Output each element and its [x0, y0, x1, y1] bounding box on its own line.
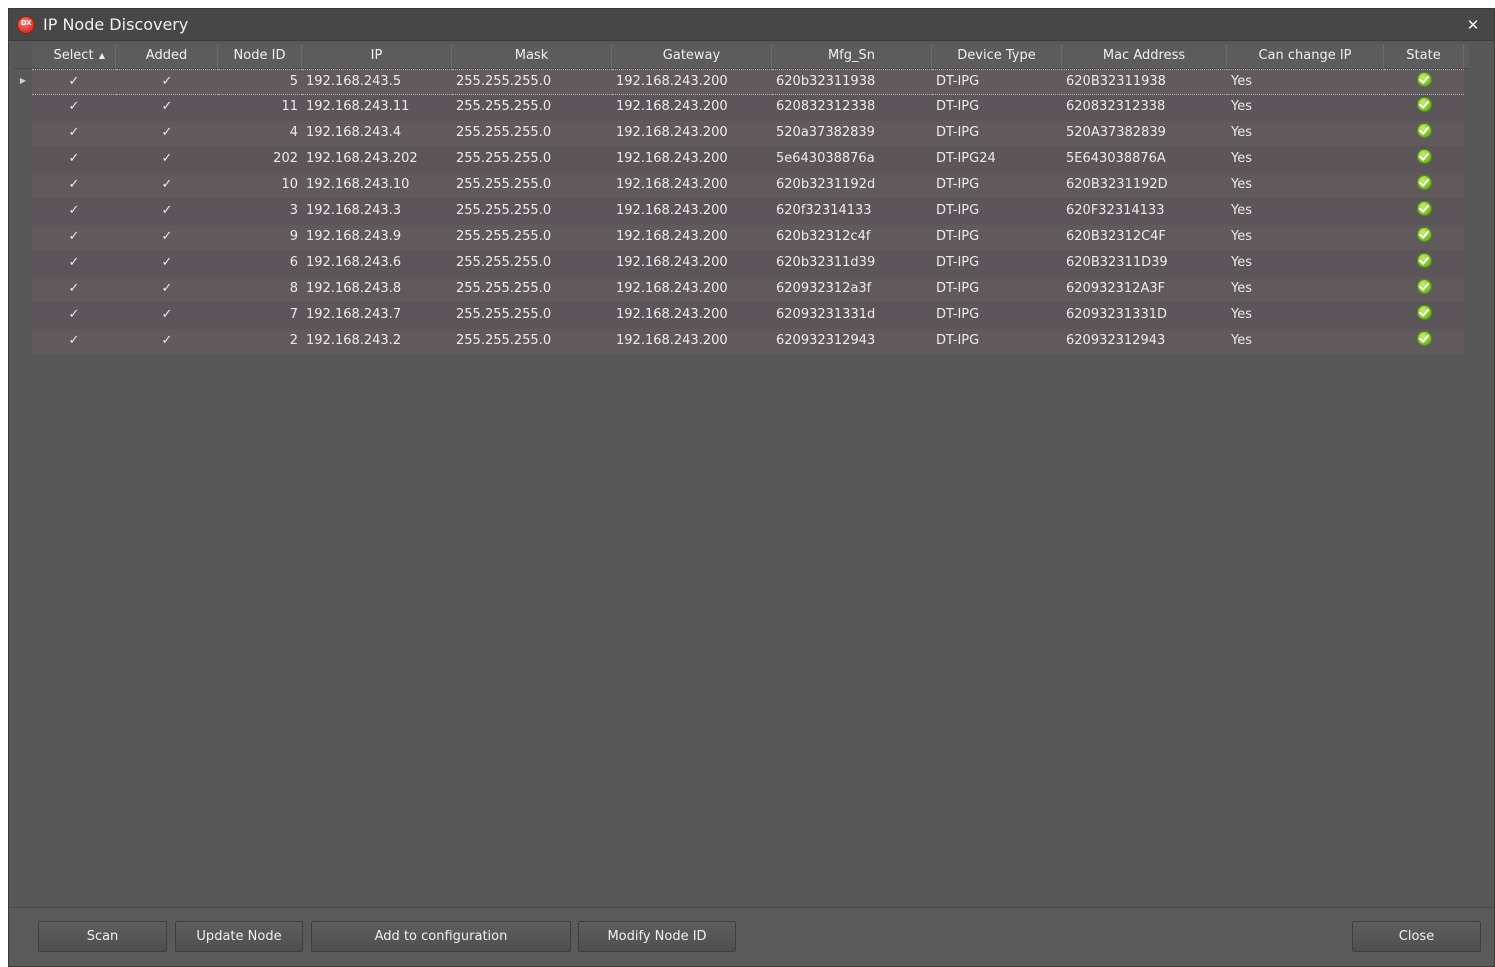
added-checkbox[interactable]: ✓	[116, 303, 218, 329]
cell-state	[1384, 329, 1464, 355]
added-checkbox[interactable]: ✓	[116, 147, 218, 173]
cell-state	[1384, 277, 1464, 303]
sort-ascending-icon: ▲	[98, 51, 105, 60]
cell-mask: 255.255.255.0	[452, 69, 612, 95]
ok-check-icon	[1417, 305, 1432, 320]
cell-mac-address: 620B32311938	[1062, 69, 1227, 95]
cell-state	[1384, 69, 1464, 95]
row-header-corner	[14, 44, 32, 68]
cell-can-change-ip: Yes	[1227, 303, 1384, 329]
select-checkbox[interactable]: ✓	[32, 69, 116, 95]
cell-state	[1384, 303, 1464, 329]
cell-mfg-sn: 620b32311d39	[772, 251, 932, 277]
column-header-node-id[interactable]: Node ID	[218, 44, 302, 68]
cell-mask: 255.255.255.0	[452, 329, 612, 355]
cell-device-type: DT-IPG	[932, 199, 1062, 225]
cell-device-type: DT-IPG	[932, 277, 1062, 303]
cell-device-type: DT-IPG	[932, 303, 1062, 329]
cell-node-id: 5	[218, 69, 302, 95]
cell-device-type: DT-IPG24	[932, 147, 1062, 173]
table-row[interactable]	[14, 173, 1469, 199]
column-header-device-type[interactable]: Device Type	[932, 44, 1062, 68]
row-indicator	[14, 147, 32, 173]
cell-device-type: DT-IPG	[932, 121, 1062, 147]
cell-can-change-ip: Yes	[1227, 147, 1384, 173]
row-indicator: ▶	[14, 69, 32, 95]
app-logo-text: DX	[20, 19, 32, 27]
table-row[interactable]	[14, 199, 1469, 225]
ok-check-icon	[1417, 201, 1432, 216]
row-indicator	[14, 251, 32, 277]
cell-gateway: 192.168.243.200	[612, 121, 772, 147]
row-indicator	[14, 303, 32, 329]
cell-node-id: 8	[218, 277, 302, 303]
table-row[interactable]	[14, 303, 1469, 329]
title-bar	[9, 9, 1494, 41]
cell-ip: 192.168.243.2	[302, 329, 452, 355]
cell-gateway: 192.168.243.200	[612, 303, 772, 329]
cell-mask: 255.255.255.0	[452, 121, 612, 147]
cell-can-change-ip: Yes	[1227, 277, 1384, 303]
ok-check-icon	[1417, 72, 1432, 87]
cell-can-change-ip: Yes	[1227, 95, 1384, 121]
cell-mac-address: 620B3231192D	[1062, 173, 1227, 199]
select-checkbox[interactable]: ✓	[32, 329, 116, 355]
cell-mask: 255.255.255.0	[452, 95, 612, 121]
cell-node-id: 11	[218, 95, 302, 121]
column-header-mask[interactable]: Mask	[452, 44, 612, 68]
cell-state	[1384, 173, 1464, 199]
cell-device-type: DT-IPG	[932, 173, 1062, 199]
cell-ip: 192.168.243.6	[302, 251, 452, 277]
cell-mac-address: 5E643038876A	[1062, 147, 1227, 173]
added-checkbox[interactable]: ✓	[116, 95, 218, 121]
cell-mfg-sn: 5e643038876a	[772, 147, 932, 173]
cell-mac-address: 620F32314133	[1062, 199, 1227, 225]
table-row[interactable]	[14, 147, 1469, 173]
cell-ip: 192.168.243.4	[302, 121, 452, 147]
table-row[interactable]	[14, 69, 1469, 95]
row-indicator	[14, 173, 32, 199]
cell-ip: 192.168.243.5	[302, 69, 452, 95]
cell-node-id: 6	[218, 251, 302, 277]
cell-state	[1384, 121, 1464, 147]
column-header-select[interactable]	[32, 44, 116, 68]
grid-body	[14, 69, 1469, 355]
column-header-gateway[interactable]: Gateway	[612, 44, 772, 68]
added-checkbox[interactable]: ✓	[116, 329, 218, 355]
grid-header	[14, 44, 1469, 69]
cell-mfg-sn: 520a37382839	[772, 121, 932, 147]
cell-mask: 255.255.255.0	[452, 303, 612, 329]
row-indicator	[14, 199, 32, 225]
cell-ip: 192.168.243.3	[302, 199, 452, 225]
cell-mask: 255.255.255.0	[452, 199, 612, 225]
cell-can-change-ip: Yes	[1227, 121, 1384, 147]
cell-can-change-ip: Yes	[1227, 199, 1384, 225]
column-header-label: Select	[53, 48, 94, 63]
cell-ip: 192.168.243.7	[302, 303, 452, 329]
cell-mac-address: 620932312943	[1062, 329, 1227, 355]
cell-mac-address: 620B32311D39	[1062, 251, 1227, 277]
cell-state	[1384, 225, 1464, 251]
cell-mac-address: 620832312338	[1062, 95, 1227, 121]
added-checkbox[interactable]: ✓	[116, 251, 218, 277]
column-header-ip[interactable]: IP	[302, 44, 452, 68]
cell-mask: 255.255.255.0	[452, 147, 612, 173]
column-header-mfg-sn[interactable]: Mfg_Sn	[772, 44, 932, 68]
close-button[interactable]: Close	[1352, 921, 1481, 952]
cell-can-change-ip: Yes	[1227, 225, 1384, 251]
table-row[interactable]	[14, 225, 1469, 251]
node-grid	[14, 44, 1469, 355]
ok-check-icon	[1417, 123, 1432, 138]
cell-mfg-sn: 620b32311938	[772, 69, 932, 95]
added-checkbox[interactable]: ✓	[116, 225, 218, 251]
button-bar	[9, 907, 1494, 966]
column-header-mac-address[interactable]: Mac Address	[1062, 44, 1227, 68]
row-indicator	[14, 277, 32, 303]
table-row[interactable]	[14, 95, 1469, 121]
cell-node-id: 3	[218, 199, 302, 225]
added-checkbox[interactable]: ✓	[116, 277, 218, 303]
ok-check-icon	[1417, 175, 1432, 190]
cell-state	[1384, 251, 1464, 277]
add-to-configuration-button[interactable]: Add to configuration	[311, 921, 571, 952]
cell-ip: 192.168.243.8	[302, 277, 452, 303]
cell-ip: 192.168.243.11	[302, 95, 452, 121]
cell-device-type: DT-IPG	[932, 95, 1062, 121]
cell-mfg-sn: 620832312338	[772, 95, 932, 121]
column-header-can-change-ip[interactable]: Can change IP	[1227, 44, 1384, 68]
cell-node-id: 10	[218, 173, 302, 199]
cell-mfg-sn: 620b32312c4f	[772, 225, 932, 251]
added-checkbox[interactable]: ✓	[116, 121, 218, 147]
cell-mfg-sn: 620f32314133	[772, 199, 932, 225]
table-row[interactable]	[14, 121, 1469, 147]
cell-node-id: 202	[218, 147, 302, 173]
cell-gateway: 192.168.243.200	[612, 277, 772, 303]
app-logo-icon	[17, 16, 35, 34]
update-node-button[interactable]: Update Node	[175, 921, 303, 952]
cell-node-id: 9	[218, 225, 302, 251]
table-row[interactable]	[14, 251, 1469, 277]
cell-mac-address: 620B32312C4F	[1062, 225, 1227, 251]
cell-ip: 192.168.243.9	[302, 225, 452, 251]
cell-gateway: 192.168.243.200	[612, 225, 772, 251]
column-header-added[interactable]: Added	[116, 44, 218, 68]
cell-ip: 192.168.243.10	[302, 173, 452, 199]
cell-gateway: 192.168.243.200	[612, 199, 772, 225]
cell-mask: 255.255.255.0	[452, 173, 612, 199]
ok-check-icon	[1417, 331, 1432, 346]
cell-gateway: 192.168.243.200	[612, 69, 772, 95]
cell-node-id: 7	[218, 303, 302, 329]
ok-check-icon	[1417, 97, 1432, 112]
modify-node-id-button[interactable]: Modify Node ID	[578, 921, 736, 952]
window-title: IP Node Discovery	[43, 15, 189, 34]
cell-gateway: 192.168.243.200	[612, 251, 772, 277]
cell-gateway: 192.168.243.200	[612, 329, 772, 355]
added-checkbox[interactable]: ✓	[116, 199, 218, 225]
row-indicator	[14, 225, 32, 251]
cell-state	[1384, 199, 1464, 225]
column-header-state[interactable]: State	[1384, 44, 1464, 68]
added-checkbox[interactable]: ✓	[116, 173, 218, 199]
cell-can-change-ip: Yes	[1227, 329, 1384, 355]
select-checkbox[interactable]: ✓	[32, 121, 116, 147]
cell-state	[1384, 147, 1464, 173]
select-checkbox[interactable]: ✓	[32, 147, 116, 173]
cell-mask: 255.255.255.0	[452, 277, 612, 303]
select-checkbox[interactable]: ✓	[32, 251, 116, 277]
cell-gateway: 192.168.243.200	[612, 147, 772, 173]
select-checkbox[interactable]: ✓	[32, 199, 116, 225]
cell-mfg-sn: 620932312a3f	[772, 277, 932, 303]
select-checkbox[interactable]: ✓	[32, 277, 116, 303]
cell-device-type: DT-IPG	[932, 69, 1062, 95]
select-checkbox[interactable]: ✓	[32, 95, 116, 121]
row-indicator	[14, 121, 32, 147]
cell-mac-address: 62093231331D	[1062, 303, 1227, 329]
row-indicator	[14, 95, 32, 121]
table-row[interactable]	[14, 329, 1469, 355]
select-checkbox[interactable]: ✓	[32, 225, 116, 251]
cell-node-id: 4	[218, 121, 302, 147]
table-row[interactable]	[14, 277, 1469, 303]
cell-can-change-ip: Yes	[1227, 173, 1384, 199]
ok-check-icon	[1417, 253, 1432, 268]
cell-device-type: DT-IPG	[932, 251, 1062, 277]
ok-check-icon	[1417, 227, 1432, 242]
cell-gateway: 192.168.243.200	[612, 95, 772, 121]
cell-mac-address: 520A37382839	[1062, 121, 1227, 147]
select-checkbox[interactable]: ✓	[32, 303, 116, 329]
cell-mfg-sn: 620932312943	[772, 329, 932, 355]
ok-check-icon	[1417, 279, 1432, 294]
cell-ip: 192.168.243.202	[302, 147, 452, 173]
cell-mac-address: 620932312A3F	[1062, 277, 1227, 303]
select-checkbox[interactable]: ✓	[32, 173, 116, 199]
close-icon[interactable]: ✕	[1466, 16, 1480, 34]
cell-state	[1384, 95, 1464, 121]
ip-node-discovery-window	[8, 8, 1495, 967]
scan-button[interactable]: Scan	[38, 921, 167, 952]
ok-check-icon	[1417, 149, 1432, 164]
cell-can-change-ip: Yes	[1227, 251, 1384, 277]
cell-node-id: 2	[218, 329, 302, 355]
cell-gateway: 192.168.243.200	[612, 173, 772, 199]
cell-mask: 255.255.255.0	[452, 251, 612, 277]
cell-mfg-sn: 62093231331d	[772, 303, 932, 329]
cell-mfg-sn: 620b3231192d	[772, 173, 932, 199]
cell-device-type: DT-IPG	[932, 225, 1062, 251]
cell-mask: 255.255.255.0	[452, 225, 612, 251]
added-checkbox[interactable]: ✓	[116, 69, 218, 95]
cell-device-type: DT-IPG	[932, 329, 1062, 355]
row-indicator	[14, 329, 32, 355]
cell-can-change-ip: Yes	[1227, 69, 1384, 95]
